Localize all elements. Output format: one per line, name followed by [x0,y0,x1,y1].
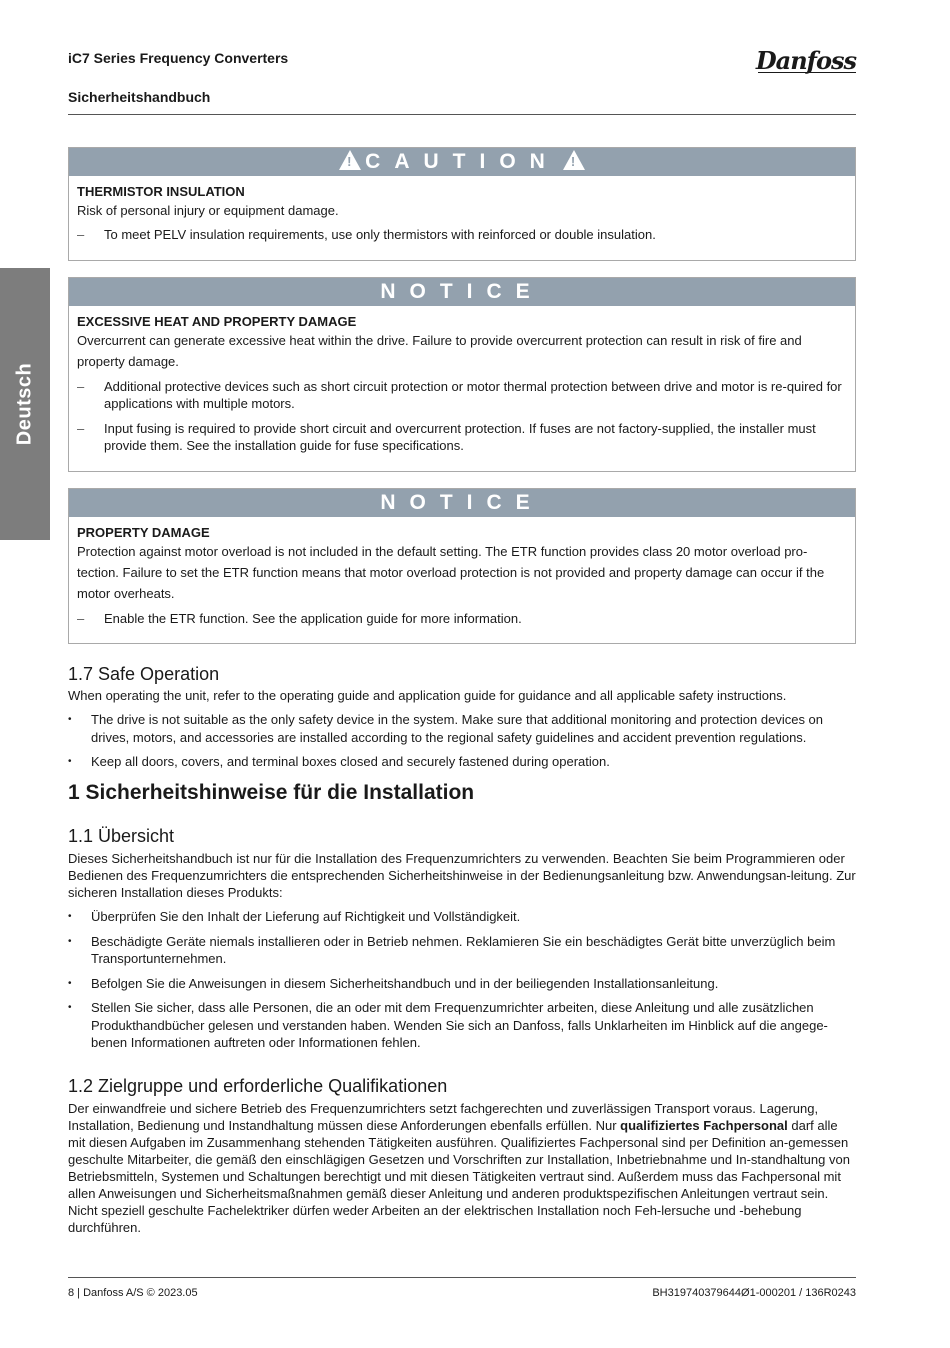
bullet-item: • Stellen Sie sicher, dass alle Personen, die an oder mit dem Frequenzumrichter arbeiten, diese Anleitung und alle zusätzlichen Produkthandbücher gelesen und verstanden haben. Wenden Sie sich an Danfoss, falls Unklarheiten im Hinblick auf die angege-benen Informationen auftreten oder Informationen fehlen. [68,999,856,1052]
language-tab [0,268,50,540]
section-heading: 1.7 Safe Operation [68,664,220,684]
section-intro: Dieses Sicherheitshandbuch ist nur für die Installation des Frequenzumrichters zu verwenden. Beachten Sie beim Programmieren oder Bedienen des Frequenzumrichters die entsprechenden Sicherheitshinweise in der Bedienungsanleitung bzw. Anwendungsan-leitung. Zur sicheren Installation dieses Produkts: [68,851,856,900]
caution-box [68,147,856,261]
paragraph-text: Der einwandfreie und sichere Betrieb des Frequenzumrichters setzt fachgerechten und zuverlässigen Transport voraus. Lagerung, Installation, Bedienung und Instandhaltung müssen diese Anforderungen ebenfalls erfüllen. Nur [68,1101,819,1133]
section-heading: 1.1 Übersicht [68,826,175,846]
notice-box-heat [68,277,856,472]
section-heading: 1.2 Zielgruppe und erforderliche Qualifikationen [68,1076,448,1096]
footer-document-id: BH319740379644Ø1-000201 / 136R0243 [652,1287,856,1299]
bullet-item: • Beschädigte Geräte niemals installieren oder in Betrieb nehmen. Reklamieren Sie ein beschädigtes Gerät bitte unverzüglich beim Transportunternehmen. [68,933,856,968]
notice-item: – Additional protective devices such as short circuit protection or motor thermal protection between drive and motor is re-quired for applications with multiple motors. [77,378,847,412]
bullet-item: • Keep all doors, covers, and terminal boxes closed and securely fastened during operation. [68,753,856,771]
language-tab-label: Deutsch [13,362,36,446]
notice-header: NOTICE [69,278,855,306]
bullet-item: • Befolgen Sie die Anweisungen in diesem Sicherheitshandbuch und in der beiliegenden Installationsanleitung. [68,975,856,993]
section-intro: When operating the unit, refer to the operating guide and application guide for guidance and all applicable safety instructions. [68,688,787,703]
warning-triangle-icon [339,150,361,170]
caution-heading: CAUTION [365,150,559,173]
notice-item: – Input fusing is required to provide short circuit and overcurrent protection. If fuses are not factory-supplied, the installer must provide them. See the installation guide for fuse specifications. [77,420,847,454]
section-paragraph [68,1100,856,1236]
notice-text: Protection against motor overload is not included in the default setting. The ETR function provides class 20 motor overload pro-tection. Failure to set the ETR function means that motor overload protection is not provided and property damage can occur if the motor overheats. [77,544,825,601]
caution-title: THERMISTOR INSULATION [77,184,245,199]
caution-body [69,176,855,251]
notice-item: – Enable the ETR function. See the application guide for more information. [77,610,847,627]
caution-item: – To meet PELV insulation requirements, use only thermistors with reinforced or double insulation. [77,226,847,243]
paragraph-text: darf alle mit diesen Aufgaben im Zusammenhang stehenden Tätigkeiten ausführen. Qualifiziertes Fachpersonal sind per Definition an-gemessen geschulte Mitarbeiter, die gemäß den einschlägigen Gesetzen und Vorschriften zur Installation, Inbetriebnahme und In-standhaltung von Betriebsmitteln, Systemen und Schaltungen berechtigt und mit diesen Tätigkeiten vertraut sind. Außerdem muss das Fachpersonal mit allen Anweisungen und Sicherheitsmaßnahmen gemäß dieser Anleitung und anderen produktspezifischen Anleitungen vertraut sein. Nicht speziell geschulte Fachelektriker dürfen weder Arbeiten an der elektrischen Installation noch Feh-lersuche und -behebung durchführen. [68,1118,850,1235]
section-safe-operation [68,663,856,771]
notice-title: EXCESSIVE HEAT AND PROPERTY DAMAGE [77,314,357,329]
footer-divider [68,1277,856,1278]
notice-box-property [68,488,856,644]
footer-page-info: 8 | Danfoss A/S © 2023.05 [68,1287,198,1299]
paragraph-bold-term: qualifiziertes Fachpersonal [620,1118,788,1133]
header-divider [68,114,856,115]
notice-body [69,517,855,635]
notice-title: PROPERTY DAMAGE [77,525,210,540]
chapter-heading-block [68,780,856,806]
warning-triangle-icon [563,150,585,170]
notice-text: Overcurrent can generate excessive heat within the drive. Failure to provide overcurrent protection can result in risk of fire and property damage. [77,333,802,369]
chapter-heading: 1 Sicherheitshinweise für die Installation [68,781,475,804]
series-title: iC7 Series Frequency Converters [68,50,289,66]
danfoss-logo: Danfoss [755,46,856,75]
caution-text: Risk of personal injury or equipment damage. [77,203,339,218]
caution-header [69,148,855,176]
section-overview [68,825,856,1052]
notice-header: NOTICE [69,489,855,517]
notice-body [69,306,855,462]
handbook-title: Sicherheitshandbuch [68,89,211,105]
section-target-group [68,1075,856,1236]
bullet-item: • Überprüfen Sie den Inhalt der Lieferung auf Richtigkeit und Vollständigkeit. [68,908,856,926]
bullet-item: • The drive is not suitable as the only safety device in the system. Make sure that additional monitoring and protection devices on drives, motors, and accessories are installed according to the regional safety guidelines and accident prevention regulations. [68,711,856,746]
